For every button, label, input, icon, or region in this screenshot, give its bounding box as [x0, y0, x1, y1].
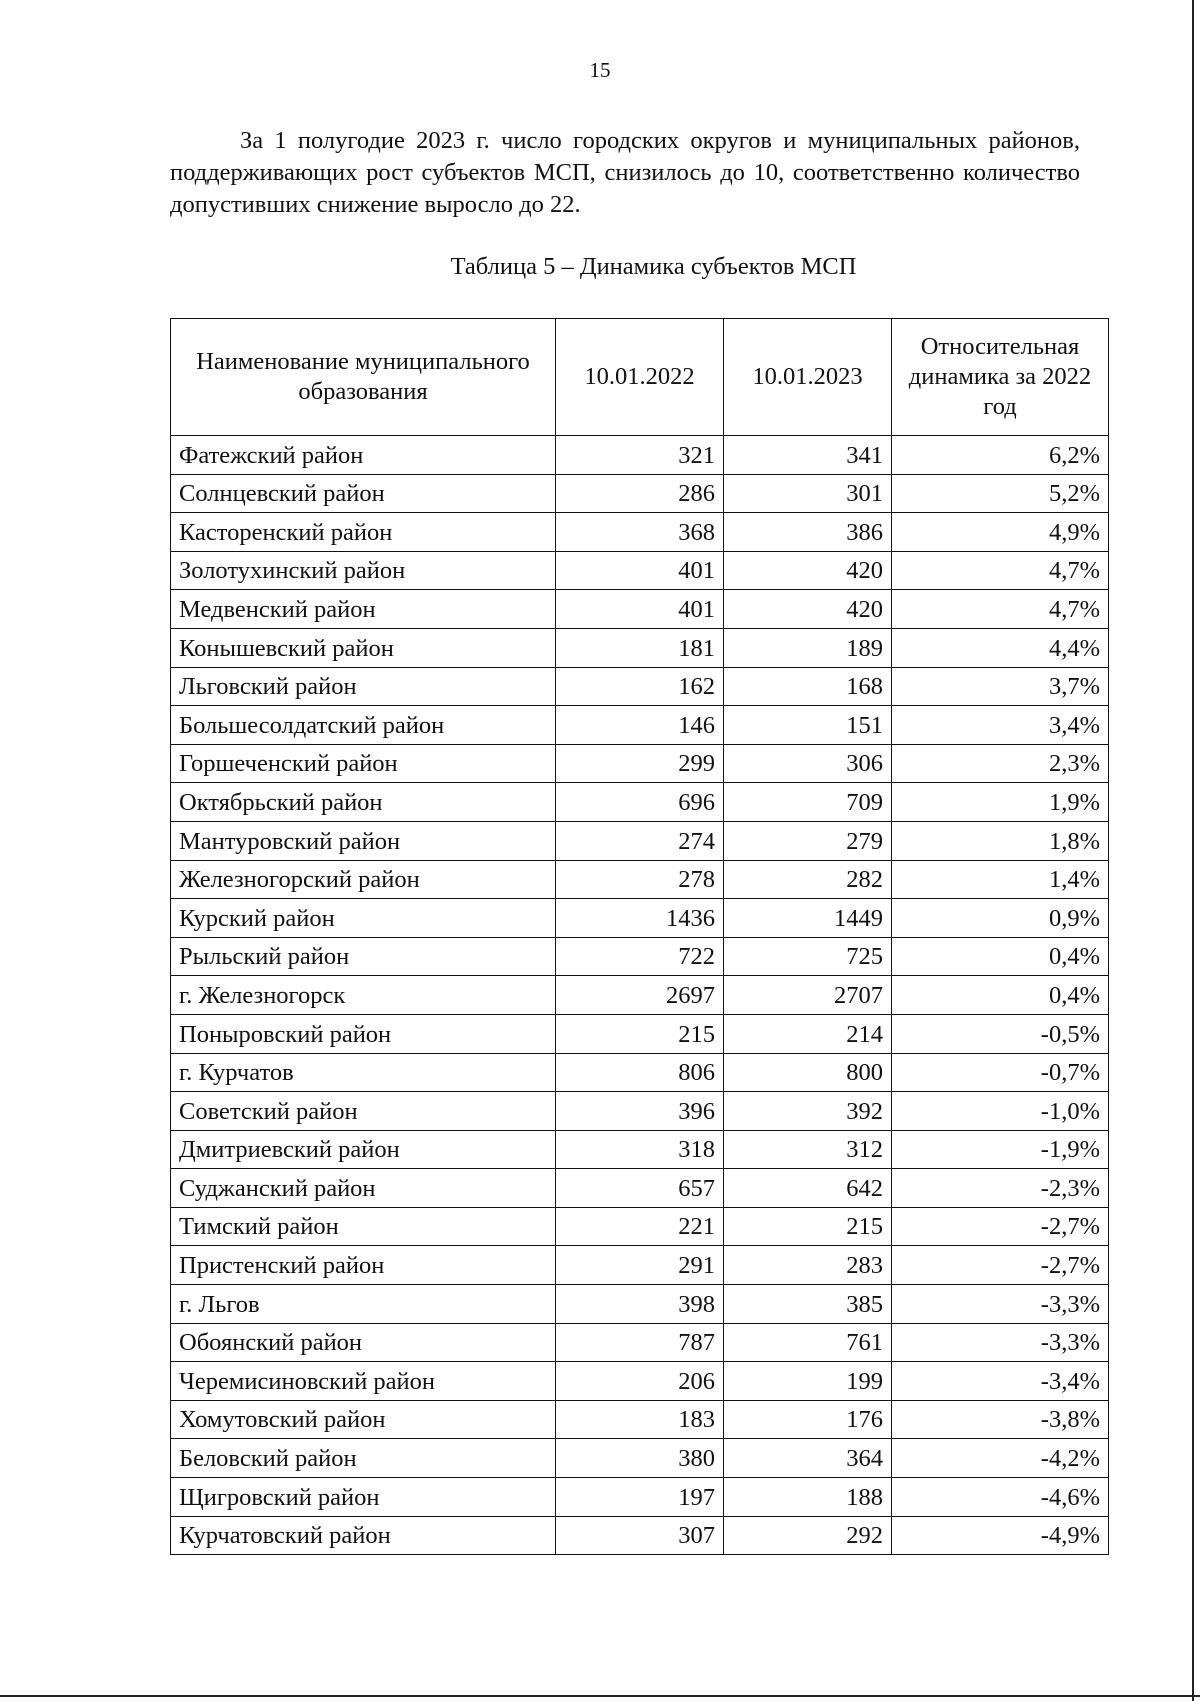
table-body — [171, 436, 1109, 1555]
page-edge-bottom — [0, 1695, 1200, 1697]
cell-count-2022: 221 — [556, 1207, 724, 1246]
table-row — [171, 1014, 1109, 1053]
cell-relative-dynamics: 6,2% — [892, 436, 1109, 475]
cell-count-2023: 215 — [724, 1207, 892, 1246]
table-row — [171, 1053, 1109, 1092]
cell-count-2023: 188 — [724, 1478, 892, 1517]
cell-count-2023: 189 — [724, 628, 892, 667]
table-header-row — [171, 319, 1109, 436]
cell-municipality: Солнцевский район — [171, 474, 556, 513]
cell-count-2022: 696 — [556, 783, 724, 822]
cell-count-2022: 401 — [556, 590, 724, 629]
cell-relative-dynamics: 1,4% — [892, 860, 1109, 899]
table-row — [171, 1323, 1109, 1362]
table-row — [171, 1285, 1109, 1324]
cell-count-2022: 215 — [556, 1014, 724, 1053]
cell-count-2023: 306 — [724, 744, 892, 783]
cell-count-2022: 787 — [556, 1323, 724, 1362]
cell-count-2022: 307 — [556, 1516, 724, 1555]
cell-count-2022: 197 — [556, 1478, 724, 1517]
cell-municipality: Железногорский район — [171, 860, 556, 899]
cell-count-2023: 292 — [724, 1516, 892, 1555]
cell-count-2023: 312 — [724, 1130, 892, 1169]
cell-municipality: г. Железногорск — [171, 976, 556, 1015]
cell-relative-dynamics: -4,2% — [892, 1439, 1109, 1478]
table-row — [171, 551, 1109, 590]
table-row — [171, 474, 1109, 513]
cell-count-2023: 301 — [724, 474, 892, 513]
cell-count-2022: 396 — [556, 1092, 724, 1131]
table-row — [171, 1207, 1109, 1246]
cell-relative-dynamics: 4,4% — [892, 628, 1109, 667]
cell-count-2023: 214 — [724, 1014, 892, 1053]
intro-paragraph: За 1 полугодие 2023 г. число городских округов и муниципальных районов, поддерживающих рост субъектов МСП, снизилось до 10, соответственно количество допустивших снижение выросло до 22. — [170, 127, 1080, 218]
cell-count-2023: 1449 — [724, 899, 892, 938]
cell-municipality: Обоянский район — [171, 1323, 556, 1362]
cell-count-2023: 176 — [724, 1400, 892, 1439]
table-row — [171, 1092, 1109, 1131]
cell-relative-dynamics: 0,4% — [892, 976, 1109, 1015]
header-municipality: Наименование муниципального образования — [171, 319, 556, 436]
cell-count-2022: 299 — [556, 744, 724, 783]
cell-relative-dynamics: 1,9% — [892, 783, 1109, 822]
cell-relative-dynamics: 0,4% — [892, 937, 1109, 976]
cell-count-2022: 162 — [556, 667, 724, 706]
cell-count-2022: 657 — [556, 1169, 724, 1208]
cell-relative-dynamics: 2,3% — [892, 744, 1109, 783]
table-row — [171, 1362, 1109, 1401]
cell-relative-dynamics: -2,3% — [892, 1169, 1109, 1208]
cell-relative-dynamics: 0,9% — [892, 899, 1109, 938]
table-row — [171, 976, 1109, 1015]
cell-count-2022: 2697 — [556, 976, 724, 1015]
table-row — [171, 783, 1109, 822]
cell-municipality: Льговский район — [171, 667, 556, 706]
table-row — [171, 860, 1109, 899]
cell-count-2022: 146 — [556, 706, 724, 745]
cell-count-2022: 321 — [556, 436, 724, 475]
cell-count-2022: 368 — [556, 513, 724, 552]
cell-relative-dynamics: -4,6% — [892, 1478, 1109, 1517]
cell-relative-dynamics: 4,7% — [892, 590, 1109, 629]
cell-count-2022: 183 — [556, 1400, 724, 1439]
cell-municipality: Щигровский район — [171, 1478, 556, 1517]
cell-count-2022: 380 — [556, 1439, 724, 1478]
cell-relative-dynamics: -3,4% — [892, 1362, 1109, 1401]
table-row — [171, 821, 1109, 860]
cell-municipality: Горшеченский район — [171, 744, 556, 783]
table-row — [171, 513, 1109, 552]
cell-municipality: Конышевский район — [171, 628, 556, 667]
cell-count-2023: 709 — [724, 783, 892, 822]
cell-count-2023: 151 — [724, 706, 892, 745]
table-row — [171, 628, 1109, 667]
cell-count-2023: 761 — [724, 1323, 892, 1362]
msp-dynamics-table — [170, 318, 1109, 1555]
cell-municipality: Золотухинский район — [171, 551, 556, 590]
cell-relative-dynamics: -3,3% — [892, 1323, 1109, 1362]
table-row — [171, 590, 1109, 629]
cell-relative-dynamics: -2,7% — [892, 1207, 1109, 1246]
cell-municipality: Рыльский район — [171, 937, 556, 976]
cell-municipality: Поныровский район — [171, 1014, 556, 1053]
cell-count-2022: 1436 — [556, 899, 724, 938]
page-number: 15 — [589, 58, 611, 82]
table-row — [171, 937, 1109, 976]
cell-count-2023: 2707 — [724, 976, 892, 1015]
cell-count-2023: 168 — [724, 667, 892, 706]
cell-relative-dynamics: -0,5% — [892, 1014, 1109, 1053]
cell-count-2022: 181 — [556, 628, 724, 667]
table-row — [171, 1130, 1109, 1169]
cell-count-2022: 398 — [556, 1285, 724, 1324]
cell-municipality: г. Курчатов — [171, 1053, 556, 1092]
table-row — [171, 706, 1109, 745]
table-row — [171, 1439, 1109, 1478]
cell-count-2023: 364 — [724, 1439, 892, 1478]
cell-count-2022: 401 — [556, 551, 724, 590]
cell-count-2022: 206 — [556, 1362, 724, 1401]
cell-count-2022: 318 — [556, 1130, 724, 1169]
cell-municipality: Медвенский район — [171, 590, 556, 629]
table-header — [171, 319, 1109, 436]
cell-municipality: Касторенский район — [171, 513, 556, 552]
table-row — [171, 899, 1109, 938]
cell-count-2023: 420 — [724, 590, 892, 629]
cell-count-2022: 291 — [556, 1246, 724, 1285]
cell-count-2022: 806 — [556, 1053, 724, 1092]
cell-municipality: Пристенский район — [171, 1246, 556, 1285]
cell-count-2023: 392 — [724, 1092, 892, 1131]
cell-municipality: Тимский район — [171, 1207, 556, 1246]
cell-municipality: Фатежский район — [171, 436, 556, 475]
cell-count-2023: 800 — [724, 1053, 892, 1092]
cell-relative-dynamics: -1,0% — [892, 1092, 1109, 1131]
cell-municipality: Курчатовский район — [171, 1516, 556, 1555]
table-row — [171, 1246, 1109, 1285]
table-row — [171, 1400, 1109, 1439]
cell-municipality: Курский район — [171, 899, 556, 938]
cell-municipality: Беловский район — [171, 1439, 556, 1478]
cell-count-2023: 420 — [724, 551, 892, 590]
cell-relative-dynamics: 4,7% — [892, 551, 1109, 590]
cell-count-2023: 385 — [724, 1285, 892, 1324]
cell-count-2023: 279 — [724, 821, 892, 860]
cell-count-2022: 722 — [556, 937, 724, 976]
cell-municipality: Советский район — [171, 1092, 556, 1131]
cell-count-2022: 278 — [556, 860, 724, 899]
table-row — [171, 744, 1109, 783]
cell-municipality: Дмитриевский район — [171, 1130, 556, 1169]
cell-count-2023: 341 — [724, 436, 892, 475]
cell-relative-dynamics: -3,3% — [892, 1285, 1109, 1324]
table-row — [171, 436, 1109, 475]
cell-relative-dynamics: 5,2% — [892, 474, 1109, 513]
cell-relative-dynamics: -1,9% — [892, 1130, 1109, 1169]
table-row — [171, 1478, 1109, 1517]
cell-count-2022: 286 — [556, 474, 724, 513]
cell-count-2023: 283 — [724, 1246, 892, 1285]
cell-count-2023: 725 — [724, 937, 892, 976]
cell-municipality: Суджанский район — [171, 1169, 556, 1208]
cell-municipality: Мантуровский район — [171, 821, 556, 860]
header-date-2023: 10.01.2023 — [724, 319, 892, 436]
cell-count-2022: 274 — [556, 821, 724, 860]
header-date-2022: 10.01.2022 — [556, 319, 724, 436]
cell-count-2023: 282 — [724, 860, 892, 899]
table-row — [171, 1169, 1109, 1208]
header-relative-dynamics: Относительная динамика за 2022 год — [892, 319, 1109, 436]
cell-relative-dynamics: -2,7% — [892, 1246, 1109, 1285]
cell-relative-dynamics: 3,4% — [892, 706, 1109, 745]
cell-municipality: Большесолдатский район — [171, 706, 556, 745]
cell-relative-dynamics: -3,8% — [892, 1400, 1109, 1439]
cell-count-2023: 199 — [724, 1362, 892, 1401]
cell-municipality: Хомутовский район — [171, 1400, 556, 1439]
cell-relative-dynamics: 3,7% — [892, 667, 1109, 706]
table-row — [171, 1516, 1109, 1555]
cell-relative-dynamics: 1,8% — [892, 821, 1109, 860]
cell-municipality: Черемисиновский район — [171, 1362, 556, 1401]
cell-relative-dynamics: 4,9% — [892, 513, 1109, 552]
cell-municipality: Октябрьский район — [171, 783, 556, 822]
cell-relative-dynamics: -0,7% — [892, 1053, 1109, 1092]
cell-municipality: г. Льгов — [171, 1285, 556, 1324]
table-row — [171, 667, 1109, 706]
cell-count-2023: 386 — [724, 513, 892, 552]
cell-count-2023: 642 — [724, 1169, 892, 1208]
cell-relative-dynamics: -4,9% — [892, 1516, 1109, 1555]
table-caption: Таблица 5 – Динамика субъектов МСП — [450, 253, 857, 280]
